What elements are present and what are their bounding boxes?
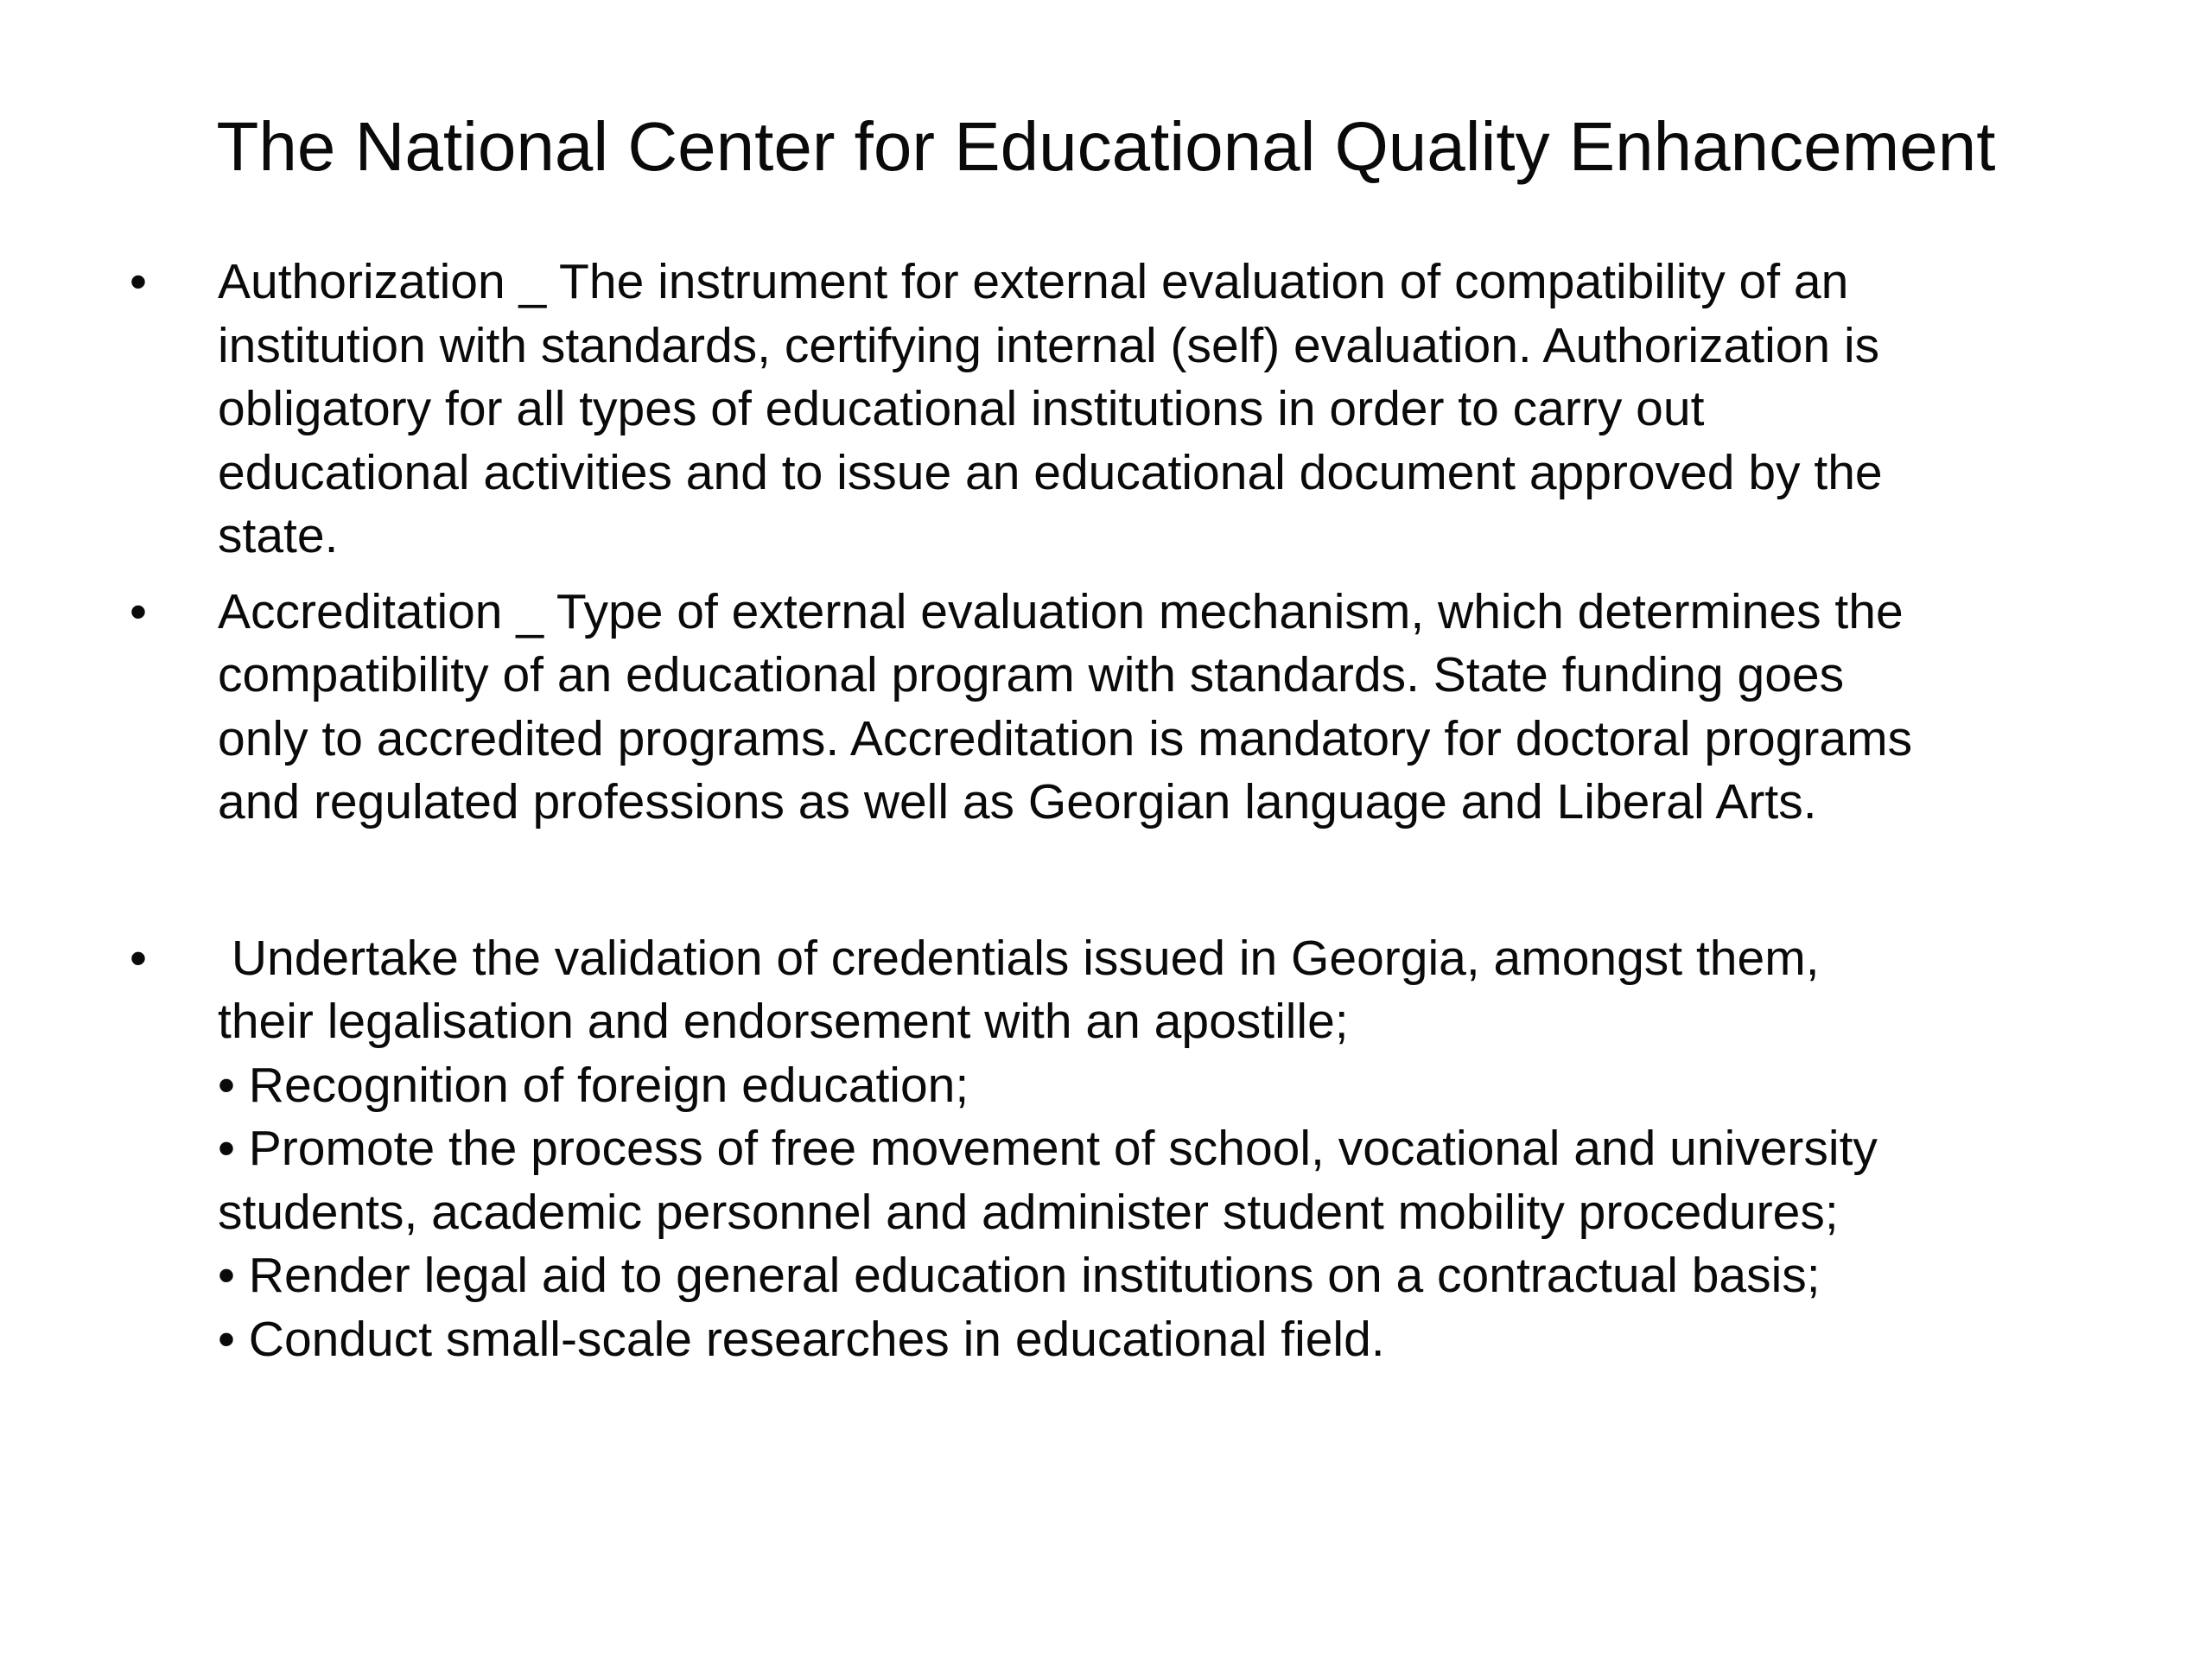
text-line: their legalisation and endorsement with an apostille; — [218, 994, 1349, 1049]
text-line: institution with standards, certifying internal (self) evaluation. Authorization is — [218, 317, 1880, 373]
slide-title: The National Center for Educational Quality Enhancement — [216, 108, 1996, 185]
slide-body — [0, 251, 2212, 1371]
text-line: Undertake the validation of credentials issued in Georgia, amongst them, — [218, 930, 1820, 986]
sub-bullet-line: • Conduct small-scale researches in educational field. — [218, 1311, 1385, 1367]
bullet-icon: • — [130, 930, 147, 986]
sub-bullet-line: • Render legal aid to general education institutions on a contractual basis; — [218, 1248, 1821, 1303]
text-line: compatibility of an educational program with standards. State funding goes — [218, 647, 1845, 702]
text-line: obligatory for all types of educational institutions in order to carry out — [218, 381, 1705, 436]
sub-bullet-line: • Recognition of foreign education; — [218, 1057, 969, 1113]
bullet-item-authorization — [130, 251, 2119, 569]
bullet-icon: • — [130, 583, 147, 639]
text-line: state. — [218, 508, 339, 563]
text-line: and regulated professions as well as Georgian language and Liberal Arts. — [218, 774, 1817, 830]
text-line: students, academic personnel and administer student mobility procedures; — [218, 1184, 1839, 1240]
bullet-icon: • — [130, 254, 147, 309]
text-line: educational activities and to issue an educational document approved by the — [218, 444, 1883, 500]
bullet-item-accreditation — [130, 581, 2119, 835]
sub-bullet-line: • Promote the process of free movement of school, vocational and university — [218, 1121, 1878, 1176]
text-line: Authorization _ The instrument for external evaluation of compatibility of an — [218, 254, 1849, 309]
bullet-item-validation — [130, 927, 2119, 1372]
text-line: only to accredited programs. Accreditation is mandatory for doctoral programs — [218, 710, 1913, 766]
text-line: Accreditation _ Type of external evaluation mechanism, which determines the — [218, 583, 1904, 639]
